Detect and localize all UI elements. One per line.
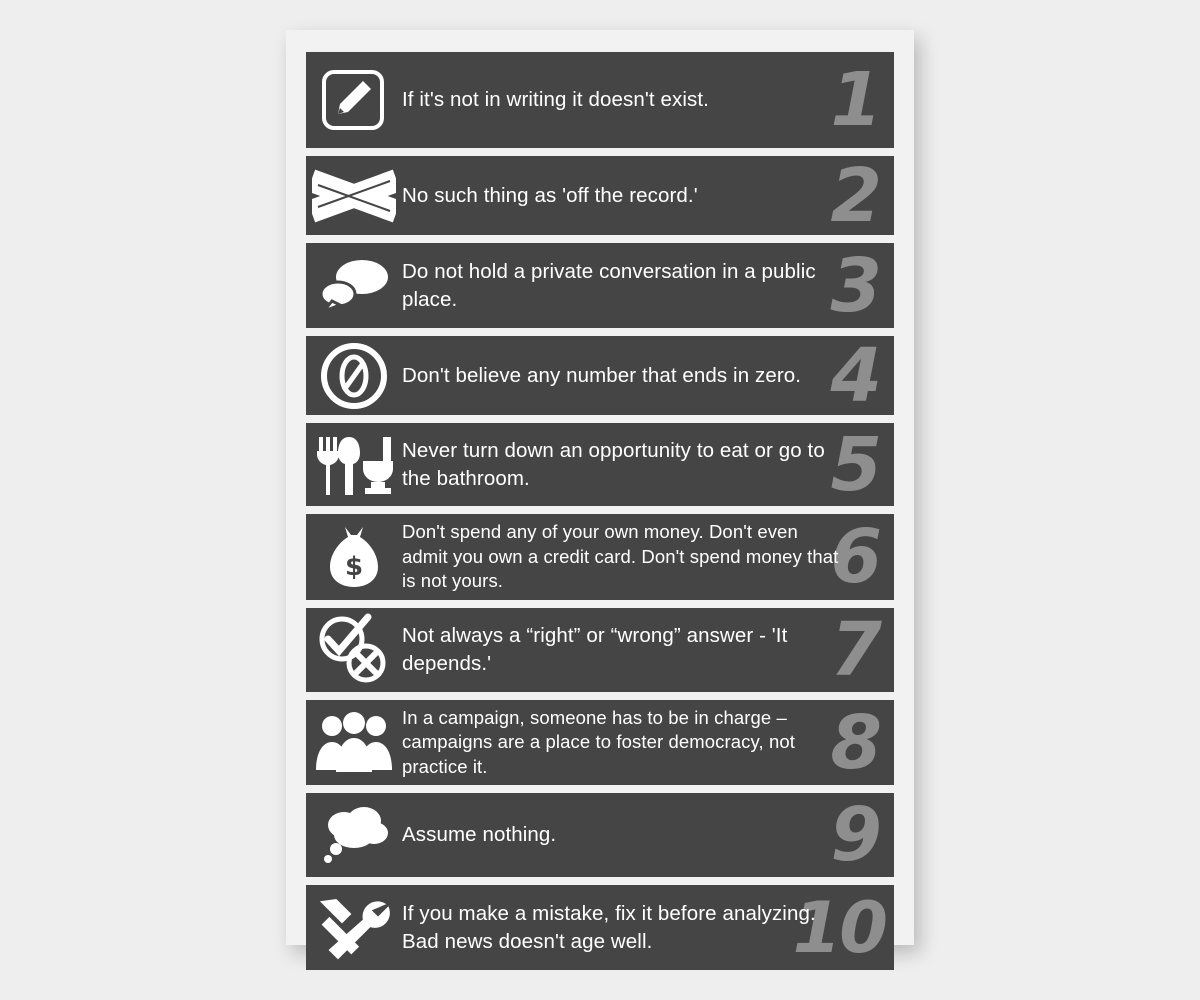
rule-number: 3 [830, 243, 880, 328]
rule-row [306, 243, 894, 328]
crossed-tape-icon [306, 156, 402, 235]
pencil-square-icon [306, 52, 402, 148]
rule-text: Don't spend any of your own money. Don't even admit you own a credit card. Don't spend money that is not yours. [402, 521, 839, 592]
rule-number: 6 [830, 514, 880, 600]
rule-row [306, 52, 894, 148]
zero-circle-icon [306, 336, 402, 415]
rule-number: 5 [830, 423, 880, 506]
rule-text: In a campaign, someone has to be in charge – campaigns are a place to foster democracy, not practice it. [402, 706, 795, 777]
rule-number: 7 [830, 608, 880, 692]
rule-row [306, 885, 894, 970]
rule-text: Do not hold a private conversation in a public place. [402, 259, 816, 311]
poster [286, 30, 914, 969]
rule-number: 2 [830, 156, 880, 235]
fork-toilet-icon [306, 423, 402, 506]
svg-text:$: $ [344, 552, 364, 582]
rule-row [306, 336, 894, 415]
rule-text: Assume nothing. [402, 823, 557, 847]
people-group-icon [306, 700, 402, 785]
rule-text: If it's not in writing it doesn't exist. [402, 88, 709, 112]
rule-row [306, 700, 894, 785]
money-bag-icon [306, 514, 402, 600]
rule-text: Not always a “right” or “wrong” answer - 'It depends.' [402, 624, 788, 675]
rule-row [306, 156, 894, 235]
rule-number: 1 [830, 57, 880, 143]
rule-text: If you make a mistake, fix it before analyzing. Bad news doesn't age well. [402, 901, 816, 953]
check-cross-icon [306, 608, 402, 692]
rules-list [306, 52, 894, 970]
hammer-wrench-icon [306, 885, 402, 970]
rule-row [306, 608, 894, 692]
rule-number: 9 [830, 793, 880, 877]
rule-text: No such thing as 'off the record.' [402, 183, 698, 207]
speech-bubbles-icon [306, 243, 402, 328]
rule-text: Never turn down an opportunity to eat or go to the bathroom. [402, 438, 825, 490]
rule-row [306, 793, 894, 877]
rule-number: 8 [830, 700, 880, 785]
rule-row [306, 423, 894, 506]
rule-number: 4 [830, 336, 880, 415]
rule-row [306, 514, 894, 600]
thought-cloud-icon [306, 793, 402, 877]
rule-number: 10 [792, 886, 886, 969]
rule-text: Don't believe any number that ends in zero. [402, 363, 802, 387]
